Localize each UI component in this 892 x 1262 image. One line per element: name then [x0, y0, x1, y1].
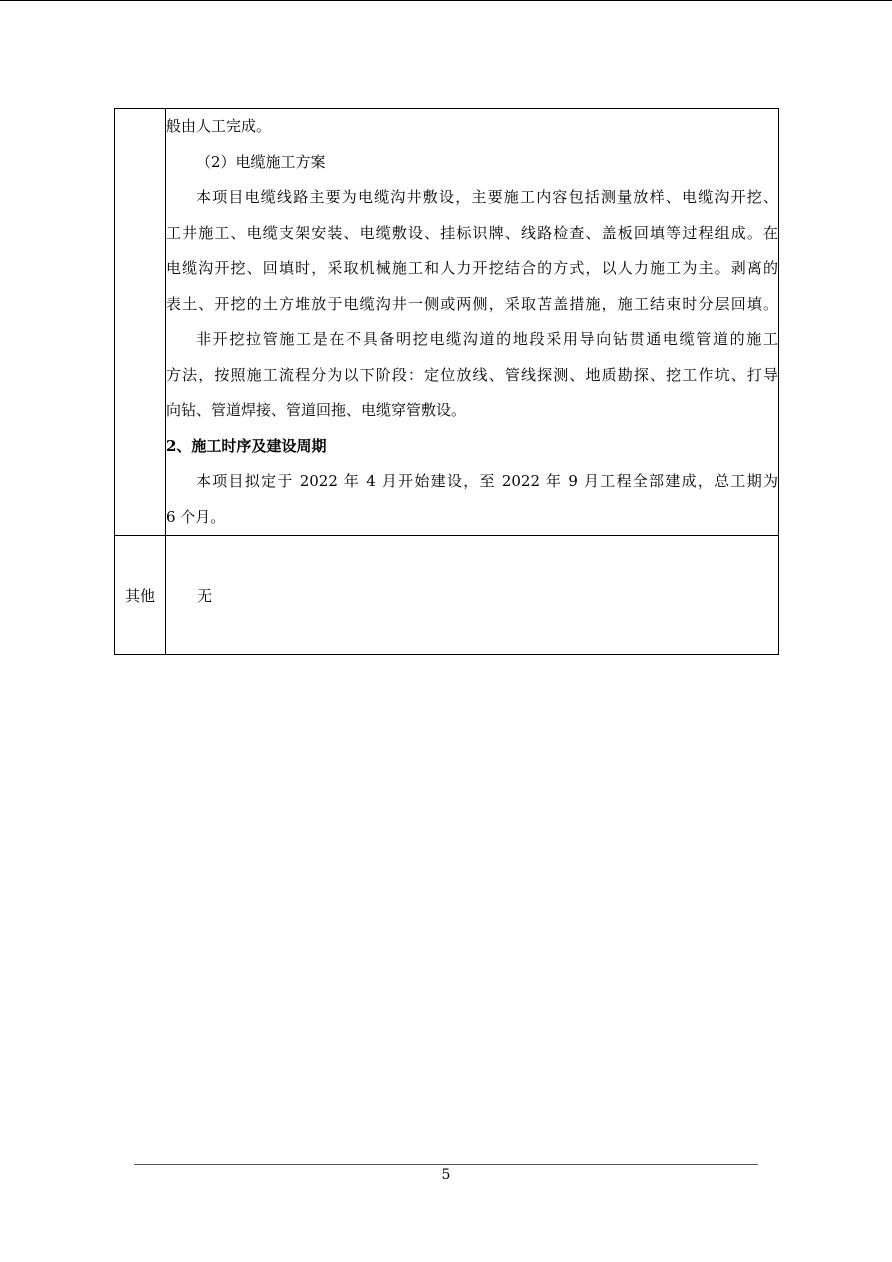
content-table: [114, 108, 779, 655]
section-subheading: （2）电缆施工方案: [196, 152, 326, 171]
top-border-line: [0, 0, 892, 1]
paragraph-line: 电缆沟开挖、回填时，采取机械施工和人力开挖结合的方式，以人力施工为主。剥离的: [166, 259, 778, 277]
paragraph-line: 般由人工完成。: [166, 117, 272, 135]
row-content-cell: [166, 109, 779, 536]
table-row: [115, 536, 779, 655]
paragraph-line: 工井施工、电缆支架安装、电缆敷设、挂标识牌、线路检查、盖板回填等过程组成。在: [166, 223, 778, 242]
paragraph-line: 本项目拟定于 2022 年 4 月开始建设，至 2022 年 9 月工程全部建成，总工期为: [196, 472, 778, 490]
other-content-text: 无: [197, 586, 213, 605]
row-label-cell: [115, 536, 166, 655]
paragraph-line: 6 个月。: [166, 507, 226, 526]
footer-divider: [134, 1164, 758, 1165]
section-heading: 2、施工时序及建设周期: [166, 436, 327, 455]
paragraph-line: 向钻、管道焊接、管道回拖、电缆穿管敷设。: [166, 401, 467, 419]
paragraph-line: 表土、开挖的土方堆放于电缆沟井一侧或两侧，采取苫盖措施，施工结束时分层回填。: [166, 294, 778, 313]
row-content-cell: [166, 536, 779, 655]
page-number: 5: [441, 1167, 451, 1183]
row-label-cell: [115, 109, 166, 536]
row-label-other: 其他: [124, 586, 155, 605]
table-row: [115, 109, 779, 536]
paragraph-line: 方法，按照施工流程分为以下阶段：定位放线、管线探测、地质勘探、挖工作坑、打导: [166, 365, 778, 384]
paragraph-line: 非开挖拉管施工是在不具备明挖电缆沟道的地段采用导向钻贯通电缆管道的施工: [196, 330, 778, 348]
paragraph-line: 本项目电缆线路主要为电缆沟井敷设，主要施工内容包括测量放样、电缆沟开挖、: [196, 188, 778, 206]
